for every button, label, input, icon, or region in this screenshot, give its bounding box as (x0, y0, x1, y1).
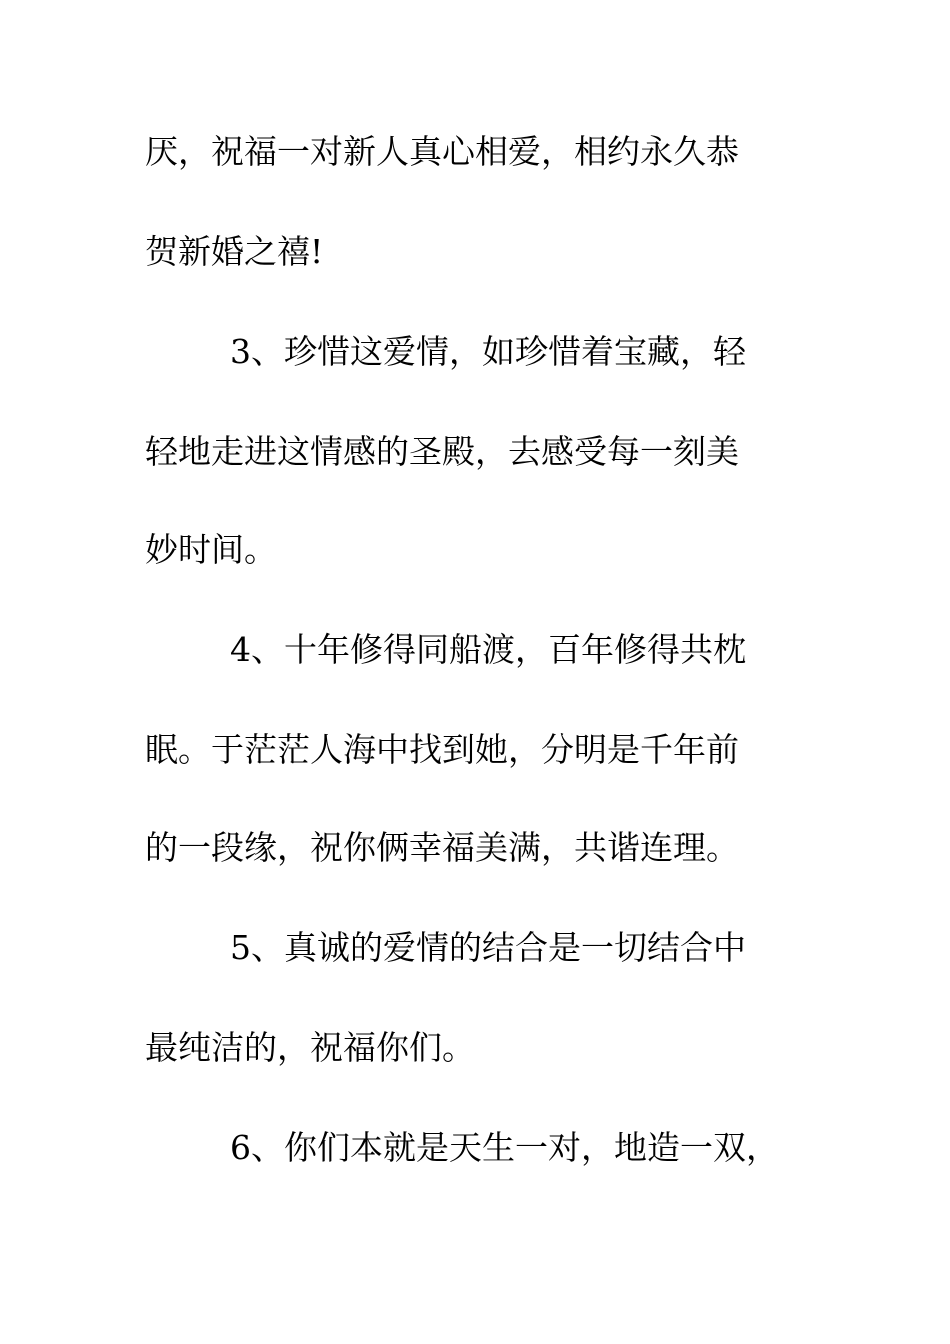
text-line: 眠。于茫茫人海中找到她，分明是千年前 (145, 730, 739, 769)
paragraph-4-start: 4、十年修得同船渡，百年修得共枕 (230, 630, 746, 669)
text-line: 轻地走进这情感的圣殿，去感受每一刻美 (145, 432, 739, 471)
text-line: 的一段缘，祝你俩幸福美满，共谐连理。 (145, 828, 739, 867)
text-line: 最纯洁的，祝福你们。 (145, 1028, 475, 1067)
text-line: 妙时间。 (145, 530, 277, 569)
text-line: 贺新婚之禧! (145, 232, 324, 271)
text-line: 厌，祝福一对新人真心相爱，相约永久恭 (145, 132, 739, 171)
paragraph-6-start: 6、你们本就是天生一对，地造一双， (230, 1128, 779, 1167)
paragraph-3-start: 3、珍惜这爱情，如珍惜着宝藏，轻 (230, 332, 746, 371)
paragraph-5-start: 5、真诚的爱情的结合是一切结合中 (230, 928, 746, 967)
